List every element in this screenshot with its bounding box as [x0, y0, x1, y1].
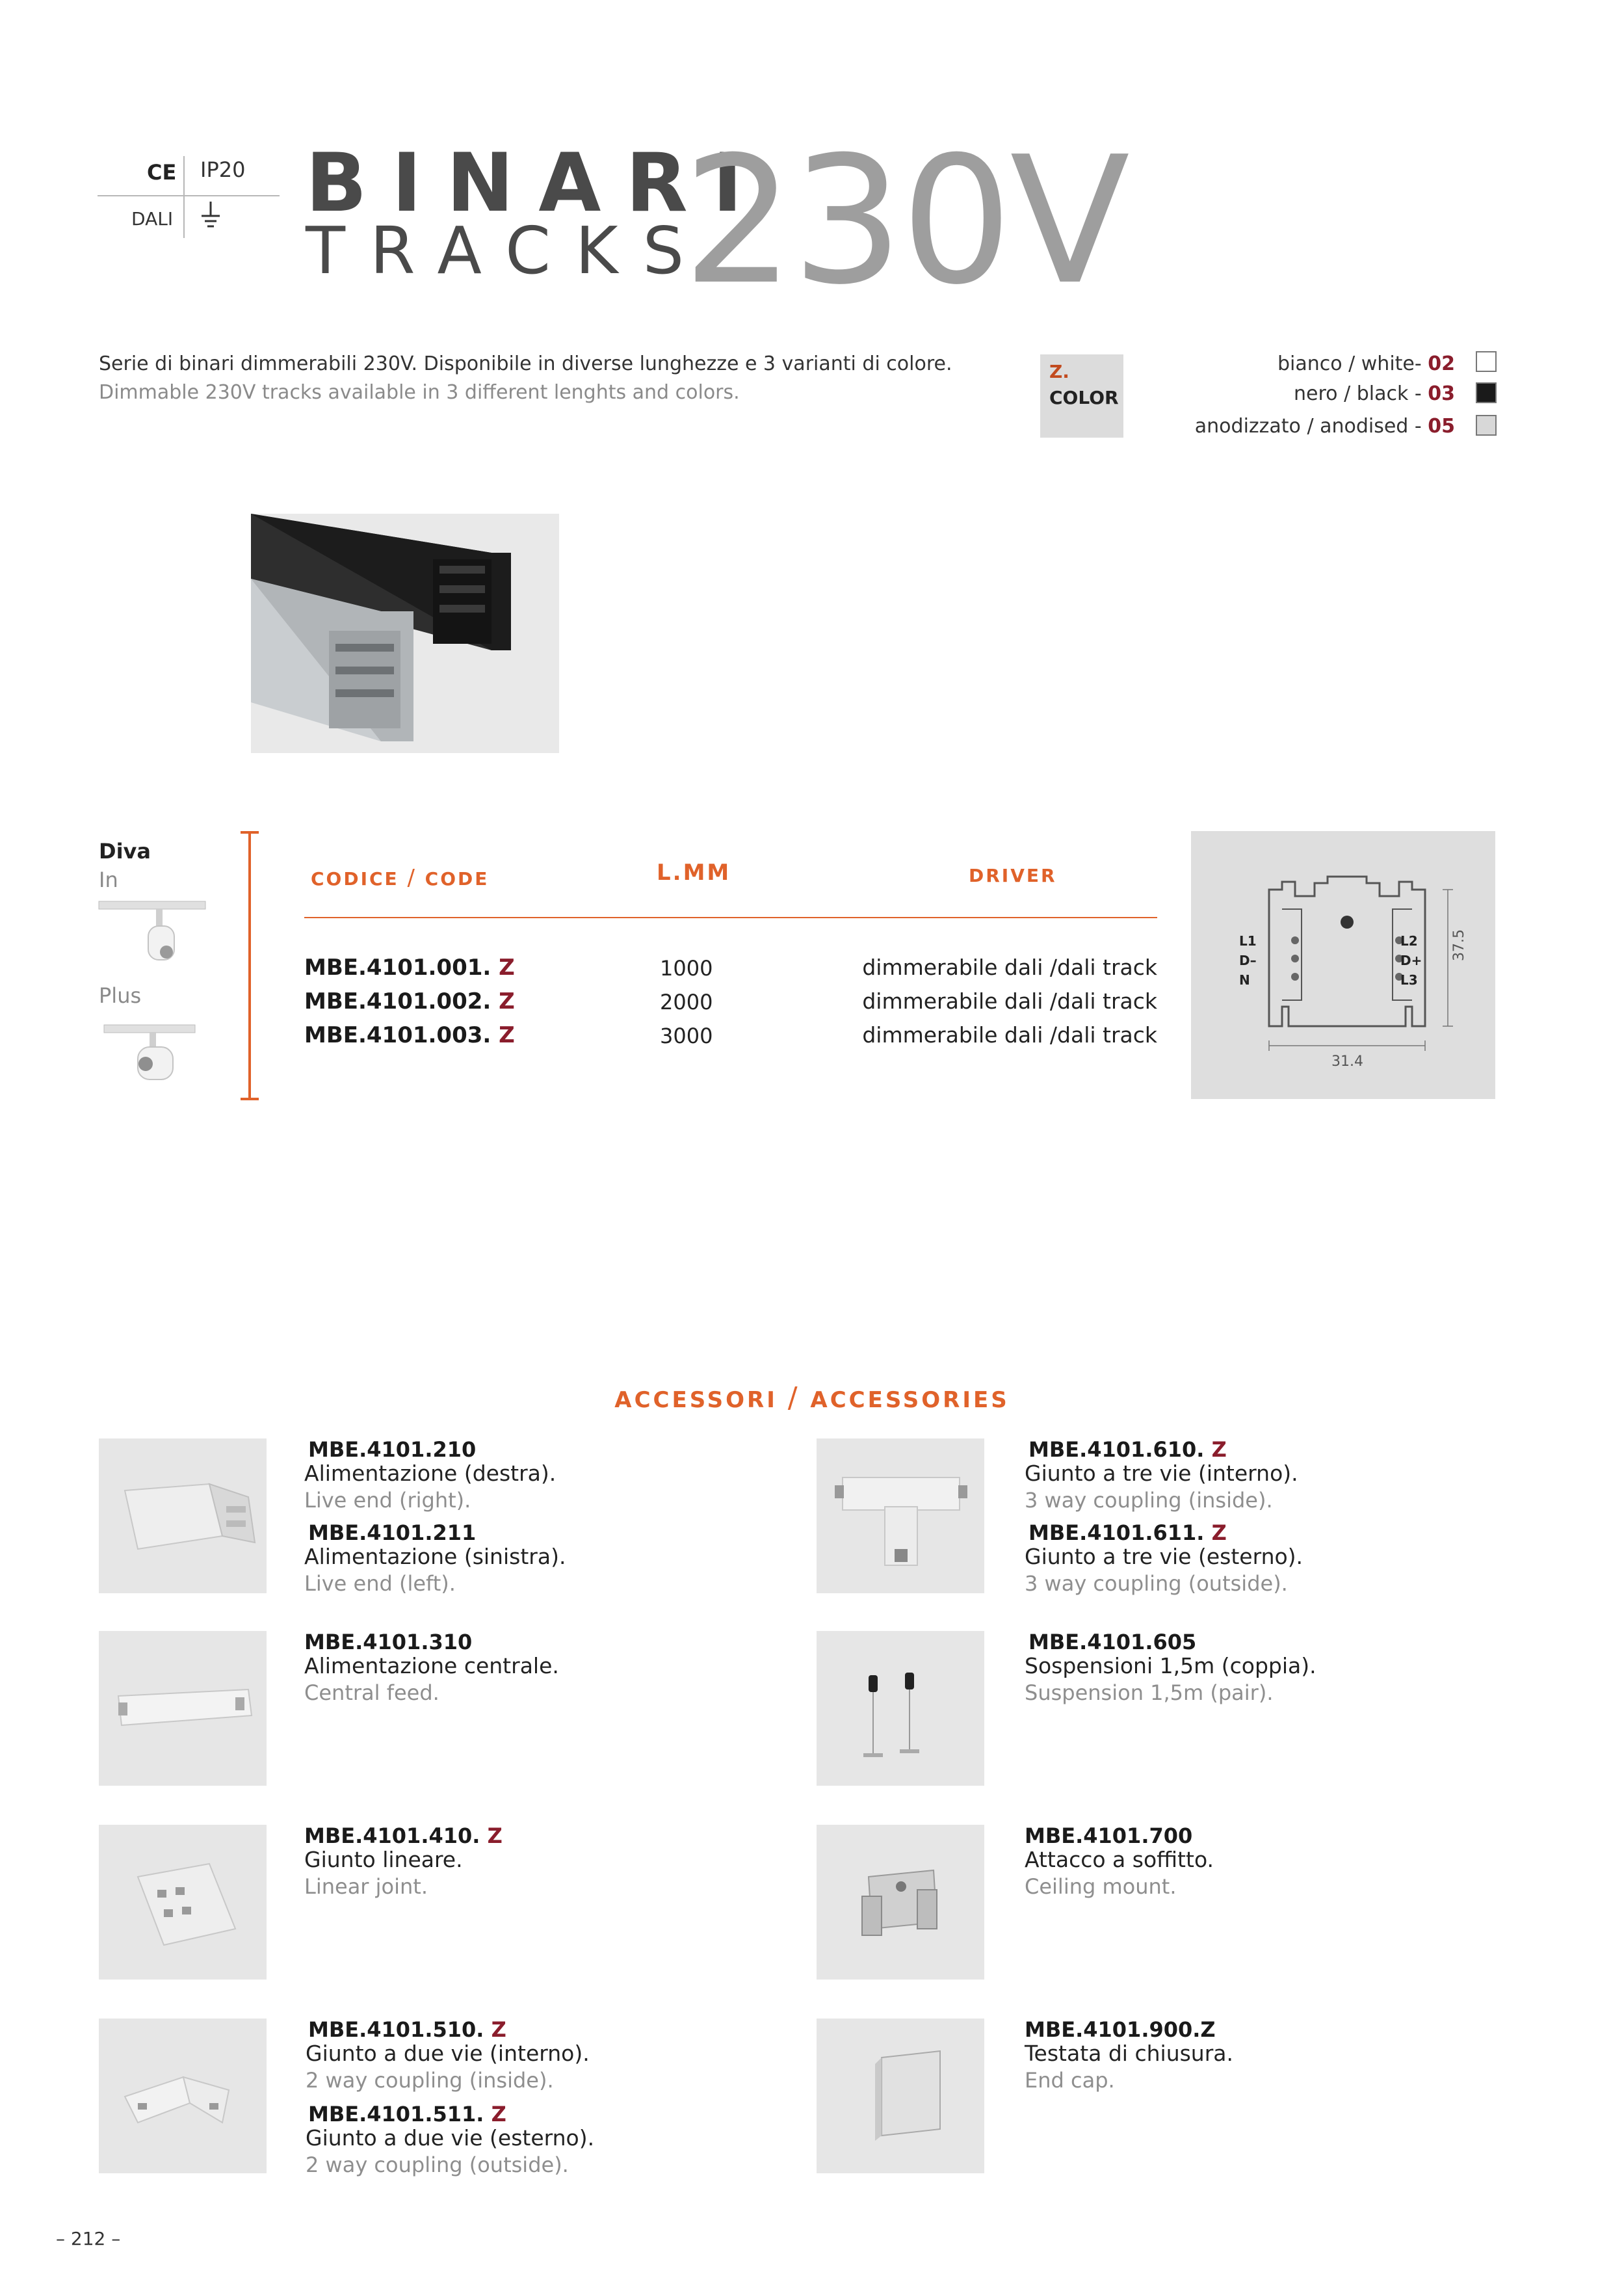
color-option-black: nero / black - 03 [1294, 382, 1455, 405]
accessory-desc-en: Central feed. [304, 1680, 439, 1705]
accessory-photo-end-cap [817, 2019, 984, 2173]
title-italian: BINARI [306, 137, 768, 230]
accessory-code: MBE.4101.511. Z [308, 2102, 506, 2126]
swatch-white [1476, 351, 1497, 372]
product-photo-tracks [251, 514, 559, 753]
accessory-desc-it: Testata di chiusura. [1025, 2041, 1233, 2066]
diagram-width: 31.4 [1331, 1053, 1363, 1070]
accessory-desc-it: Giunto a due vie (esterno). [306, 2125, 595, 2151]
description-english: Dimmable 230V tracks available in 3 different lenghts and colors. [99, 381, 740, 404]
track-profile-diagram [1191, 831, 1495, 1099]
accessory-desc-it: Giunto a due vie (interno). [306, 2041, 590, 2066]
z-label: Z. [1049, 361, 1069, 382]
bracket-bottom [241, 1098, 259, 1100]
accessory-desc-it: Sospensioni 1,5m (coppia). [1025, 1653, 1316, 1678]
table-row-length: 3000 [660, 1024, 713, 1048]
accessory-desc-en: Ceiling mount. [1025, 1874, 1177, 1899]
bracket-line [248, 832, 251, 1099]
accessory-desc-en: 3 way coupling (outside). [1025, 1571, 1288, 1596]
accessory-desc-it: Alimentazione centrale. [304, 1653, 559, 1678]
accessories-title: ACCESSORI / ACCESSORIES [614, 1381, 1010, 1414]
table-row-driver: dimmerabile dali /dali track [862, 955, 1157, 980]
accessory-desc-it: Alimentazione (destra). [304, 1461, 557, 1486]
accessory-desc-it: Giunto a tre vie (esterno). [1025, 1544, 1303, 1569]
title-voltage: 230V [683, 118, 1128, 323]
variant-plus-label: Plus [99, 983, 142, 1008]
accessory-photo-suspension [817, 1631, 984, 1786]
spotlight-in-icon [98, 897, 208, 975]
table-row-driver: dimmerabile dali /dali track [862, 988, 1157, 1014]
accessory-code: MBE.4101.310 [304, 1630, 473, 1654]
accessory-desc-it: Attacco a soffitto. [1025, 1847, 1214, 1872]
accessory-desc-en: 2 way coupling (inside). [306, 2068, 554, 2093]
accessory-photo-live-end [99, 1438, 267, 1593]
accessory-photo-central-feed [99, 1631, 267, 1786]
swatch-black [1476, 382, 1497, 403]
accessory-desc-en: End cap. [1025, 2068, 1115, 2093]
table-row-code: MBE.4101.001. Z [304, 955, 515, 981]
accessory-code: MBE.4101.611. Z [1028, 1520, 1227, 1545]
color-code-box [1040, 354, 1123, 438]
ground-symbol-icon [199, 200, 222, 233]
accessory-desc-en: Linear joint. [304, 1874, 428, 1899]
accessory-desc-it: Giunto a tre vie (interno). [1025, 1461, 1298, 1486]
table-row-code: MBE.4101.003. Z [304, 1022, 515, 1048]
ip-rating: IP20 [200, 157, 246, 182]
spotlight-plus-icon [98, 1021, 208, 1093]
compatible-family: Diva [99, 839, 151, 864]
diagram-labels-left: L1 D– N [1239, 933, 1257, 988]
variant-in-label: In [99, 867, 118, 892]
accessory-desc-en: Suspension 1,5m (pair). [1025, 1680, 1274, 1705]
accessory-code: MBE.4101.700 [1025, 1823, 1193, 1848]
column-header-driver: DRIVER [969, 865, 1057, 886]
column-header-code: CODICE / CODE [311, 865, 490, 891]
accessory-code: MBE.4101.510. Z [308, 2017, 506, 2042]
accessory-desc-en: 2 way coupling (outside). [306, 2152, 569, 2177]
accessory-desc-en: Live end (left). [304, 1571, 456, 1596]
accessory-desc-it: Alimentazione (sinistra). [304, 1544, 566, 1569]
accessory-photo-3way [817, 1438, 984, 1593]
accessory-desc-it: Giunto lineare. [304, 1847, 463, 1872]
ce-mark-icon: CE [147, 160, 177, 185]
accessory-photo-2way [99, 2019, 267, 2173]
accessory-desc-en: Live end (right). [304, 1488, 471, 1513]
color-option-white: bianco / white- 02 [1277, 352, 1455, 375]
accessory-code: MBE.4101.900.Z [1025, 2017, 1216, 2042]
accessory-photo-linear-joint [99, 1825, 267, 1980]
color-label: COLOR [1049, 387, 1119, 408]
accessory-photo-ceiling-mount [817, 1825, 984, 1980]
column-header-length: L.MM [657, 860, 731, 886]
description-italian: Serie di binari dimmerabili 230V. Disponibile in diverse lunghezze e 3 varianti di colore. [99, 352, 952, 375]
title-english: TRACKS [306, 213, 709, 289]
accessory-code: MBE.4101.610. Z [1028, 1437, 1227, 1462]
accessory-desc-en: 3 way coupling (inside). [1025, 1488, 1273, 1513]
dali-label: DALI [131, 208, 174, 230]
bracket-top [241, 831, 259, 834]
table-row-driver: dimmerabile dali /dali track [862, 1022, 1157, 1048]
accessory-code: MBE.4101.211 [308, 1520, 477, 1545]
diagram-height: 37.5 [1451, 929, 1467, 961]
swatch-anodised [1476, 415, 1497, 436]
cert-divider-horizontal [98, 195, 280, 196]
accessory-code: MBE.4101.210 [308, 1437, 477, 1462]
page-number: – 212 – [56, 2228, 121, 2249]
accessory-code: MBE.4101.410. Z [304, 1823, 503, 1848]
cert-divider-vertical [183, 156, 185, 238]
accessory-code: MBE.4101.605 [1028, 1630, 1197, 1654]
table-row-code: MBE.4101.002. Z [304, 988, 515, 1014]
color-option-anodised: anodizzato / anodised - 05 [1194, 415, 1455, 438]
table-row-length: 1000 [660, 956, 713, 981]
table-row-length: 2000 [660, 990, 713, 1014]
diagram-labels-right: L2 D+ L3 [1400, 933, 1422, 988]
table-header-rule [304, 917, 1157, 918]
